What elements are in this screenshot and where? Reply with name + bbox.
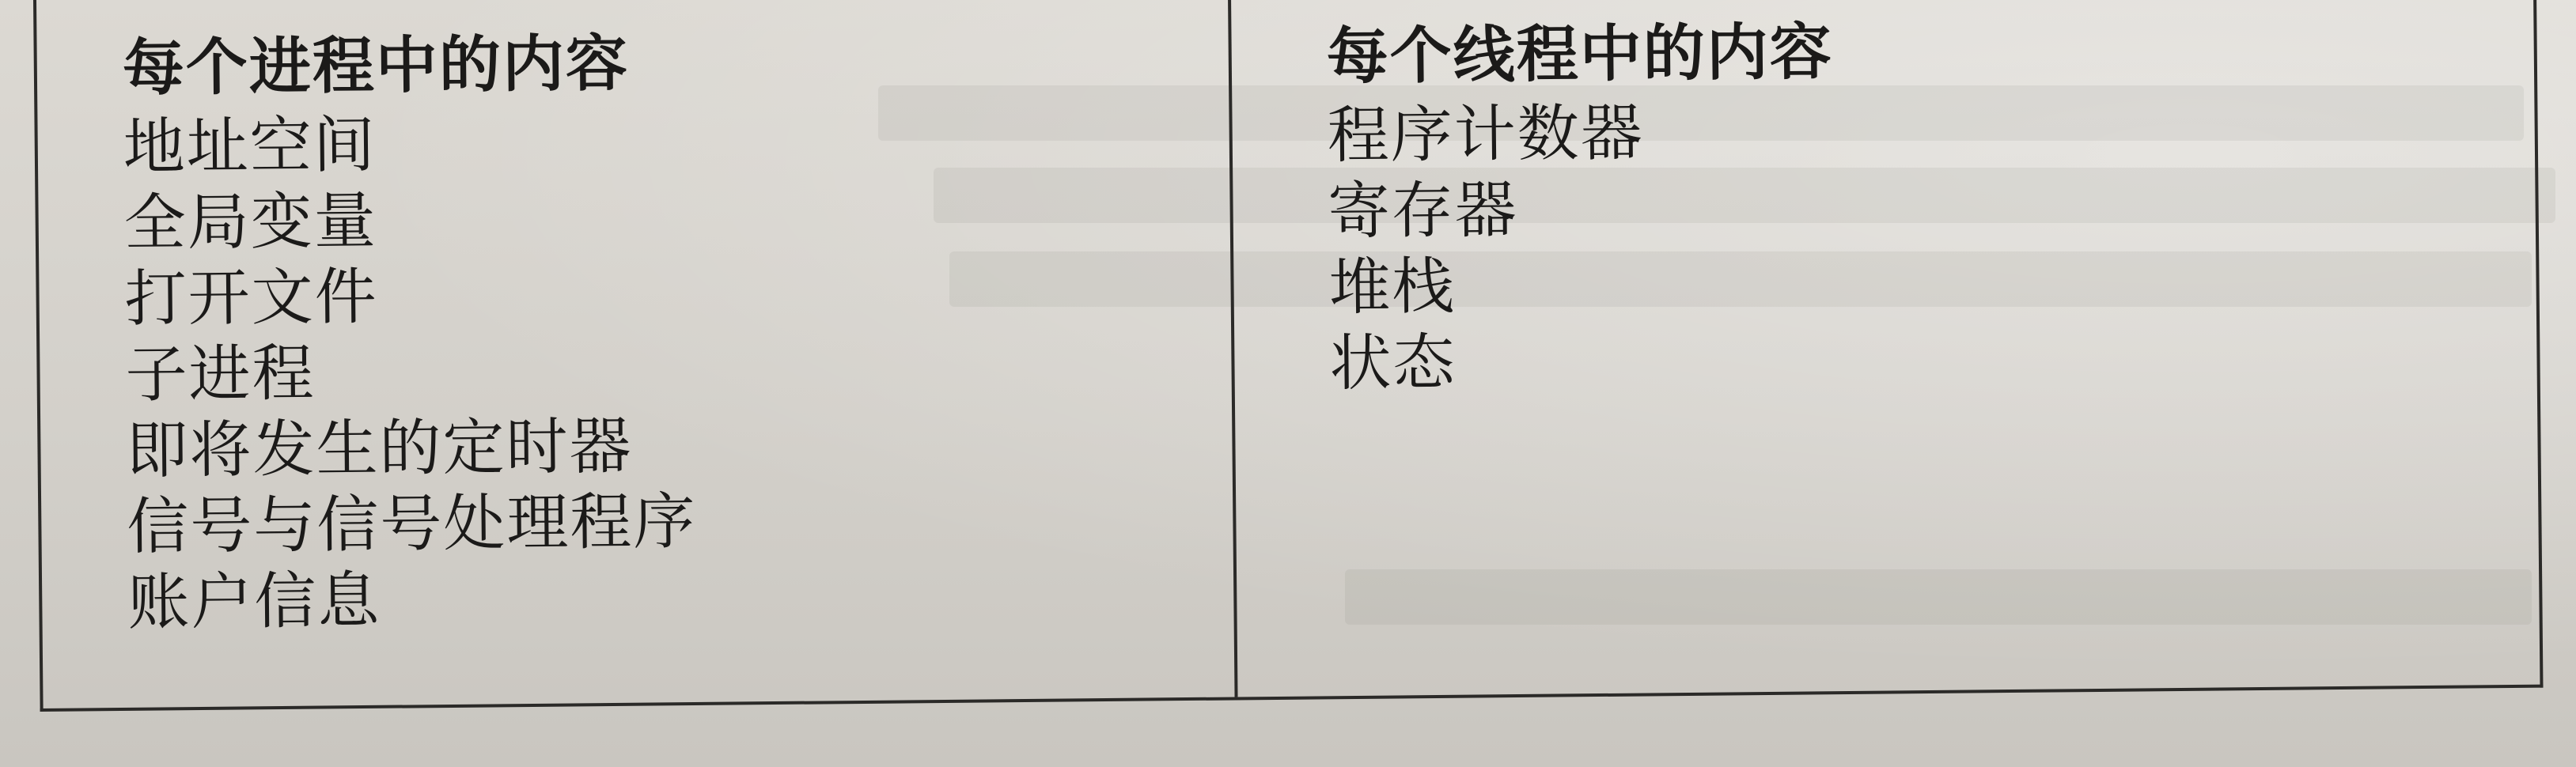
process-item: 即将发生的定时器 — [126, 410, 633, 487]
process-column — [122, 25, 697, 641]
thread-item: 状态 — [1329, 327, 1457, 400]
thread-item: 寄存器 — [1328, 175, 1519, 248]
process-item: 地址空间 — [123, 109, 377, 183]
thread-column — [1326, 14, 1836, 402]
process-item: 信号与信号处理程序 — [126, 486, 697, 563]
thread-column-title: 每个线程中的内容 — [1326, 17, 1834, 93]
column-divider — [1228, 0, 1238, 697]
process-item: 子进程 — [125, 338, 316, 411]
comparison-table — [33, 0, 2543, 712]
thread-item: 堆栈 — [1328, 251, 1457, 324]
thread-item: 程序计数器 — [1327, 97, 1645, 172]
process-item: 全局变量 — [123, 185, 378, 259]
process-column-title: 每个进程中的内容 — [122, 28, 630, 104]
process-item: 账户信息 — [127, 565, 381, 639]
process-item: 打开文件 — [124, 261, 379, 335]
